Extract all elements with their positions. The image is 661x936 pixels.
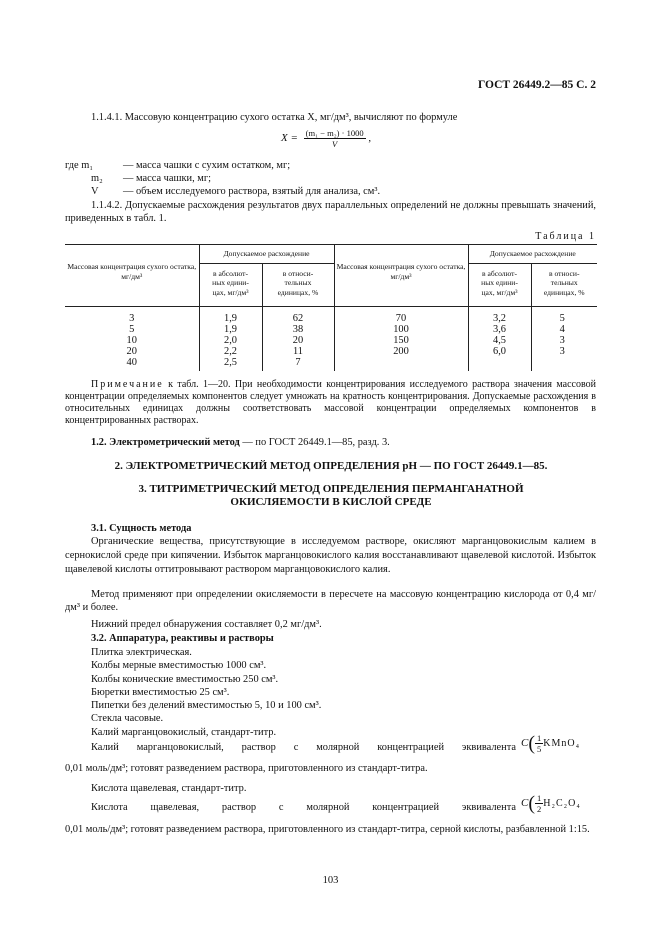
kmno4-text: Калий марганцовокислый, раствор с молярной концентрацией эквивалента [91,742,516,753]
formula-lhs: X = [281,132,298,145]
cell-left-abs: 2,0 [199,335,262,346]
cell-left-abs: 2,2 [199,346,262,357]
oxalic-titer: Кислота щавелевая, стандарт-титр. [91,783,247,794]
table-row [65,335,597,346]
cell-right-abs: 4,5 [468,335,531,346]
table-row [65,306,597,324]
cell-left-conc: 3 [129,312,135,324]
page-number: 103 [322,875,339,886]
list-item: Стекла часовые. [91,713,164,725]
list-item: Бюретки вместимостью 25 см³. [91,686,230,698]
cell-right-conc [334,357,468,371]
list-item: Колбы конические вместимостью 250 см³. [91,673,279,685]
heading-section-3: 3. ТИТРИМЕТРИЧЕСКИЙ МЕТОД ОПРЕДЕЛЕНИЯ ПЕРМАНГАНАТНОЙ ОКИСЛЯЕМОСТИ В КИСЛОЙ СРЕДЕ [138,483,524,508]
cell-left-conc: 10 [126,334,137,346]
cell-right-conc: 70 [334,306,468,324]
table-row [65,357,597,371]
cell-left-abs: 1,9 [199,324,262,335]
list-item: Калий марганцовокислый, стандарт-титр. [91,726,277,738]
section-1-2: 1.2. Электрометрический метод — по ГОСТ 26449.1—85, разд. 3. [91,437,390,448]
table-1 [65,244,597,371]
cell-left-conc: 5 [129,323,135,335]
where-item-m1: где m₁ — масса чашки с сухим остатком, мг; [65,160,291,171]
paragraph-1-1-4-1: 1.1.4.1. Массовую концентрацию сухого остатка X, мг/дм³, вычисляют по формуле [91,112,458,123]
list-item: Колбы мерные вместимостью 1000 см³. [91,660,267,672]
table-row [65,324,597,335]
cell-right-abs [468,357,531,371]
cell-right-conc: 150 [334,335,468,346]
formula-numerator: (m₁ − m₂) · 1000 [305,128,364,138]
col-header-group-left: Допускаемое расхождение [199,245,334,264]
paragraph-3-1-a: Органические вещества, присутствующие в исследуемом растворе, окисляют марганцовокислым калием в сернокислой среде при кипячении. Избыток марганцовокислого калия восстанавливают щавелевой кислотой. Избыток щавелевой кислоты оттитровывают раствором марганцовокислого калия. [65,536,596,575]
heading-section-2: 2. ЭЛЕКТРОМЕТРИЧЕСКИЙ МЕТОД ОПРЕДЕЛЕНИЯ pH — ПО ГОСТ 26449.1—85. [114,460,548,472]
oxalic-formula: C( $\frac{1}{2}$ H₂C₂O₄ [521,792,581,815]
cell-right-abs: 6,0 [468,346,531,357]
kmno4-continuation: 0,01 моль/дм³; готовят разведением раствора, приготовленного из стандарт-титра. [65,763,428,774]
cell-right-rel [531,357,597,371]
table-caption: Таблица 1 [535,231,596,242]
oxalic-continuation: 0,01 моль/дм³; готовят разведением раствора, приготовленного из стандарт-титра, серной кислоты, разбавленной 1:15. [65,824,590,835]
cell-right-rel: 4 [531,324,597,335]
cell-right-abs: 3,2 [468,306,531,324]
kmno4-formula: C( $\frac{1}{5}$ KMnO₄ [521,732,581,755]
page-header: ГОСТ 26449.2—85 С. 2 [477,79,596,91]
cell-right-conc: 100 [334,324,468,335]
where-item-m2: m₂ — масса чашки, мг; [91,173,212,184]
col-header-abs-right: в абсолют-ных едини-цах, мг/дм³ [468,263,531,306]
col-header-rel-left: в относи-тельных единицах, % [262,263,334,306]
cell-right-rel: 3 [531,335,597,346]
cell-right-rel: 3 [531,346,597,357]
where-item-v: V — объем исследуемого раствора, взятый для анализа, см³. [91,186,381,197]
paragraph-3-1-b: Метод применяют при определении окисляемости в пересчете на массовую концентрацию кислорода от 0,4 мг/дм³ и более. [65,589,596,613]
cell-right-conc: 200 [334,346,468,357]
oxalic-solution-text: Кислота щавелевая, раствор с молярной концентрацией эквивалента [91,802,516,813]
list-item: Пипетки без делений вместимостью 5, 10 и 100 см³. [91,700,322,712]
table-note: Примечание к табл. 1—20. При необходимости концентрирования исследуемого раствора значения массовой концентрации определяемых компонентов следует умножать на кратность концентрирования. Допускаемые расхождения в относительных единицах должны соответствовать массовой концентрации определяемых компонентов в концентрированных растворах. [65,379,596,426]
paragraph-3-1-c: Нижний предел обнаружения составляет 0,2 мг/дм³. [91,619,322,630]
formula-denominator: V [332,139,338,149]
equipment-list [91,646,596,739]
col-header-conc-left: Массовая концентрация сухого остатка, мг/дм³ [65,245,199,307]
cell-left-rel: 62 [262,306,334,324]
table-row [65,346,597,357]
paragraph-1-1-4-2: 1.1.4.2. Допускаемые расхождения результатов двух параллельных определений не должны превышать значений, приведенных в табл. 1. [65,200,596,224]
cell-right-abs: 3,6 [468,324,531,335]
cell-left-conc: 40 [126,356,137,368]
cell-left-conc: 20 [126,345,137,357]
formula-x [281,128,371,149]
cell-left-rel: 11 [262,346,334,357]
col-header-abs-left: в абсолют-ных едини-цах, мг/дм³ [199,263,262,306]
where-list [65,159,605,198]
col-header-group-right: Допускаемое расхождение [468,245,597,264]
list-item: Плитка электрическая. [91,647,192,658]
cell-left-rel: 38 [262,324,334,335]
formula-tail: , [368,132,372,145]
cell-left-rel: 20 [262,335,334,346]
col-header-rel-right: в относи-тельных единицах, % [531,263,597,306]
heading-3-1: 3.1. Сущность метода [91,523,192,534]
cell-right-rel: 5 [531,306,597,324]
cell-left-rel: 7 [262,357,334,371]
heading-3-2: 3.2. Аппаратура, реактивы и растворы [91,633,274,644]
cell-left-abs: 2,5 [199,357,262,371]
cell-left-abs: 1,9 [199,306,262,324]
col-header-conc-right: Массовая концентрация сухого остатка, мг/дм³ [334,245,468,307]
